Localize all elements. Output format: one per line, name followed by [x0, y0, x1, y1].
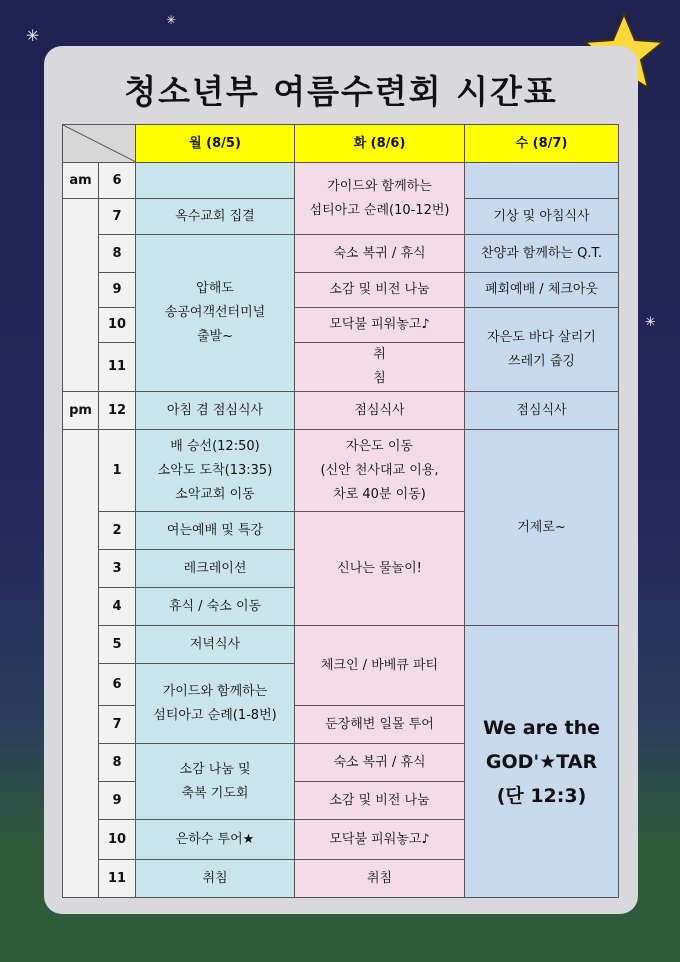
wed-cell-slogan [465, 626, 619, 898]
hour-cell: 1 [99, 430, 136, 512]
cell-line: 섬티아고 순례(10-12번) [309, 202, 450, 218]
schedule-table [62, 124, 619, 898]
sparkle-icon: ✳ [26, 26, 40, 45]
mon-cell: 여는예배 및 특강 [136, 512, 295, 550]
tue-cell: 신나는 물놀이! [295, 512, 465, 626]
day-header-wed: 수 (8/7) [465, 125, 619, 163]
tue-cell: 숙소 복귀 / 휴식 [295, 235, 465, 273]
cell-line: 자은도 이동 [346, 438, 413, 454]
day-header-tue: 화 (8/6) [295, 125, 465, 163]
tue-cell: 모닥불 피워놓고♪ [295, 308, 465, 343]
cell-line: 침 [373, 371, 386, 386]
slogan-line: We are the [483, 716, 600, 739]
slogan-line: (단 12:3) [496, 784, 587, 807]
hour-cell: 7 [99, 199, 136, 235]
cell-line: 압해도 [196, 281, 234, 296]
cell-line: 가이드와 함께하는 [327, 178, 432, 194]
hour-cell: 11 [99, 343, 136, 392]
hour-cell: 11 [99, 860, 136, 898]
hour-cell: 8 [99, 235, 136, 273]
hour-cell: 6 [99, 664, 136, 706]
day-header-mon: 월 (8/5) [136, 125, 295, 163]
tue-cell: 취침 [295, 860, 465, 898]
mon-cell: 저녁식사 [136, 626, 295, 664]
hour-cell: 3 [99, 550, 136, 588]
cell-line: 소악교회 이동 [175, 486, 255, 502]
corner-cell [63, 125, 136, 163]
mon-cell [136, 664, 295, 744]
hour-cell: 2 [99, 512, 136, 550]
wed-cell: 폐회예배 / 체크아웃 [465, 273, 619, 308]
mon-cell: 취침 [136, 860, 295, 898]
diagonal-line [63, 125, 136, 162]
mon-cell [136, 744, 295, 820]
wed-cell: 기상 및 아침식사 [465, 199, 619, 235]
am-label: am [63, 163, 99, 199]
mon-cell: 휴식 / 숙소 이동 [136, 588, 295, 626]
cell-line: 출발~ [196, 329, 233, 344]
hour-cell: 9 [99, 273, 136, 308]
hour-cell: 4 [99, 588, 136, 626]
table-row [63, 163, 619, 199]
tue-cell: 둔장해변 일몰 투어 [295, 706, 465, 744]
hour-cell: 5 [99, 626, 136, 664]
mon-cell [136, 235, 295, 392]
hour-cell: 12 [99, 392, 136, 430]
mon-cell: 은하수 투어★ [136, 820, 295, 860]
hour-cell: 10 [99, 308, 136, 343]
cell-line: 소감 나눔 및 [179, 761, 251, 777]
hour-cell: 7 [99, 706, 136, 744]
tue-cell: 모닥불 피워놓고♪ [295, 820, 465, 860]
tue-cell [295, 430, 465, 512]
mon-cell: 아침 겸 점심식사 [136, 392, 295, 430]
cell-line: 섬티아고 순례(1-8번) [153, 707, 277, 723]
hour-cell: 10 [99, 820, 136, 860]
cell-line: 송공여객선터미널 [164, 305, 266, 320]
table-header-row [63, 125, 619, 163]
cell-line: (신안 천사대교 이용, [320, 462, 439, 478]
tue-cell: 소감 및 비전 나눔 [295, 273, 465, 308]
pm-label: pm [63, 392, 99, 430]
ampm-blank [63, 430, 99, 898]
cell-line: 가이드와 함께하는 [162, 683, 268, 699]
tue-cell: 소감 및 비전 나눔 [295, 782, 465, 820]
cell-line: 취 [373, 347, 386, 362]
table-row [63, 626, 619, 664]
ampm-blank [63, 199, 99, 392]
tue-cell: 숙소 복귀 / 휴식 [295, 744, 465, 782]
sparkle-icon: ✳ [645, 315, 656, 330]
cell-line: 차로 40분 이동) [333, 486, 426, 502]
tue-cell: 체크인 / 바베큐 파티 [295, 626, 465, 706]
wed-cell: 점심식사 [465, 392, 619, 430]
tue-cell: 점심식사 [295, 392, 465, 430]
tue-cell [295, 343, 465, 392]
mon-cell: 옥수교회 집결 [136, 199, 295, 235]
mon-cell-empty [136, 163, 295, 199]
table-row [63, 392, 619, 430]
mon-cell [136, 430, 295, 512]
table-row [63, 430, 619, 512]
slogan-line: GOD'★TAR [485, 750, 598, 773]
wed-cell [465, 308, 619, 392]
mon-cell: 레크레이션 [136, 550, 295, 588]
table-row [63, 235, 619, 273]
wed-cell-empty [465, 163, 619, 199]
sparkle-icon: ✳ [166, 13, 177, 27]
tue-cell [295, 163, 465, 235]
wed-cell: 찬양과 함께하는 Q.T. [465, 235, 619, 273]
cell-line: 축복 기도회 [181, 785, 249, 801]
page-title: 청소년부 여름수련회 시간표 [124, 72, 558, 111]
hour-cell: 8 [99, 744, 136, 782]
cell-line: 쓰레기 줍깅 [508, 353, 575, 369]
wed-cell: 거제로~ [465, 430, 619, 626]
hour-cell: 9 [99, 782, 136, 820]
hour-cell: 6 [99, 163, 136, 199]
cell-line: 배 승선(12:50) [170, 438, 260, 454]
cell-line: 소악도 도착(13:35) [157, 462, 273, 478]
cell-line: 자은도 바다 살리기 [487, 329, 596, 345]
